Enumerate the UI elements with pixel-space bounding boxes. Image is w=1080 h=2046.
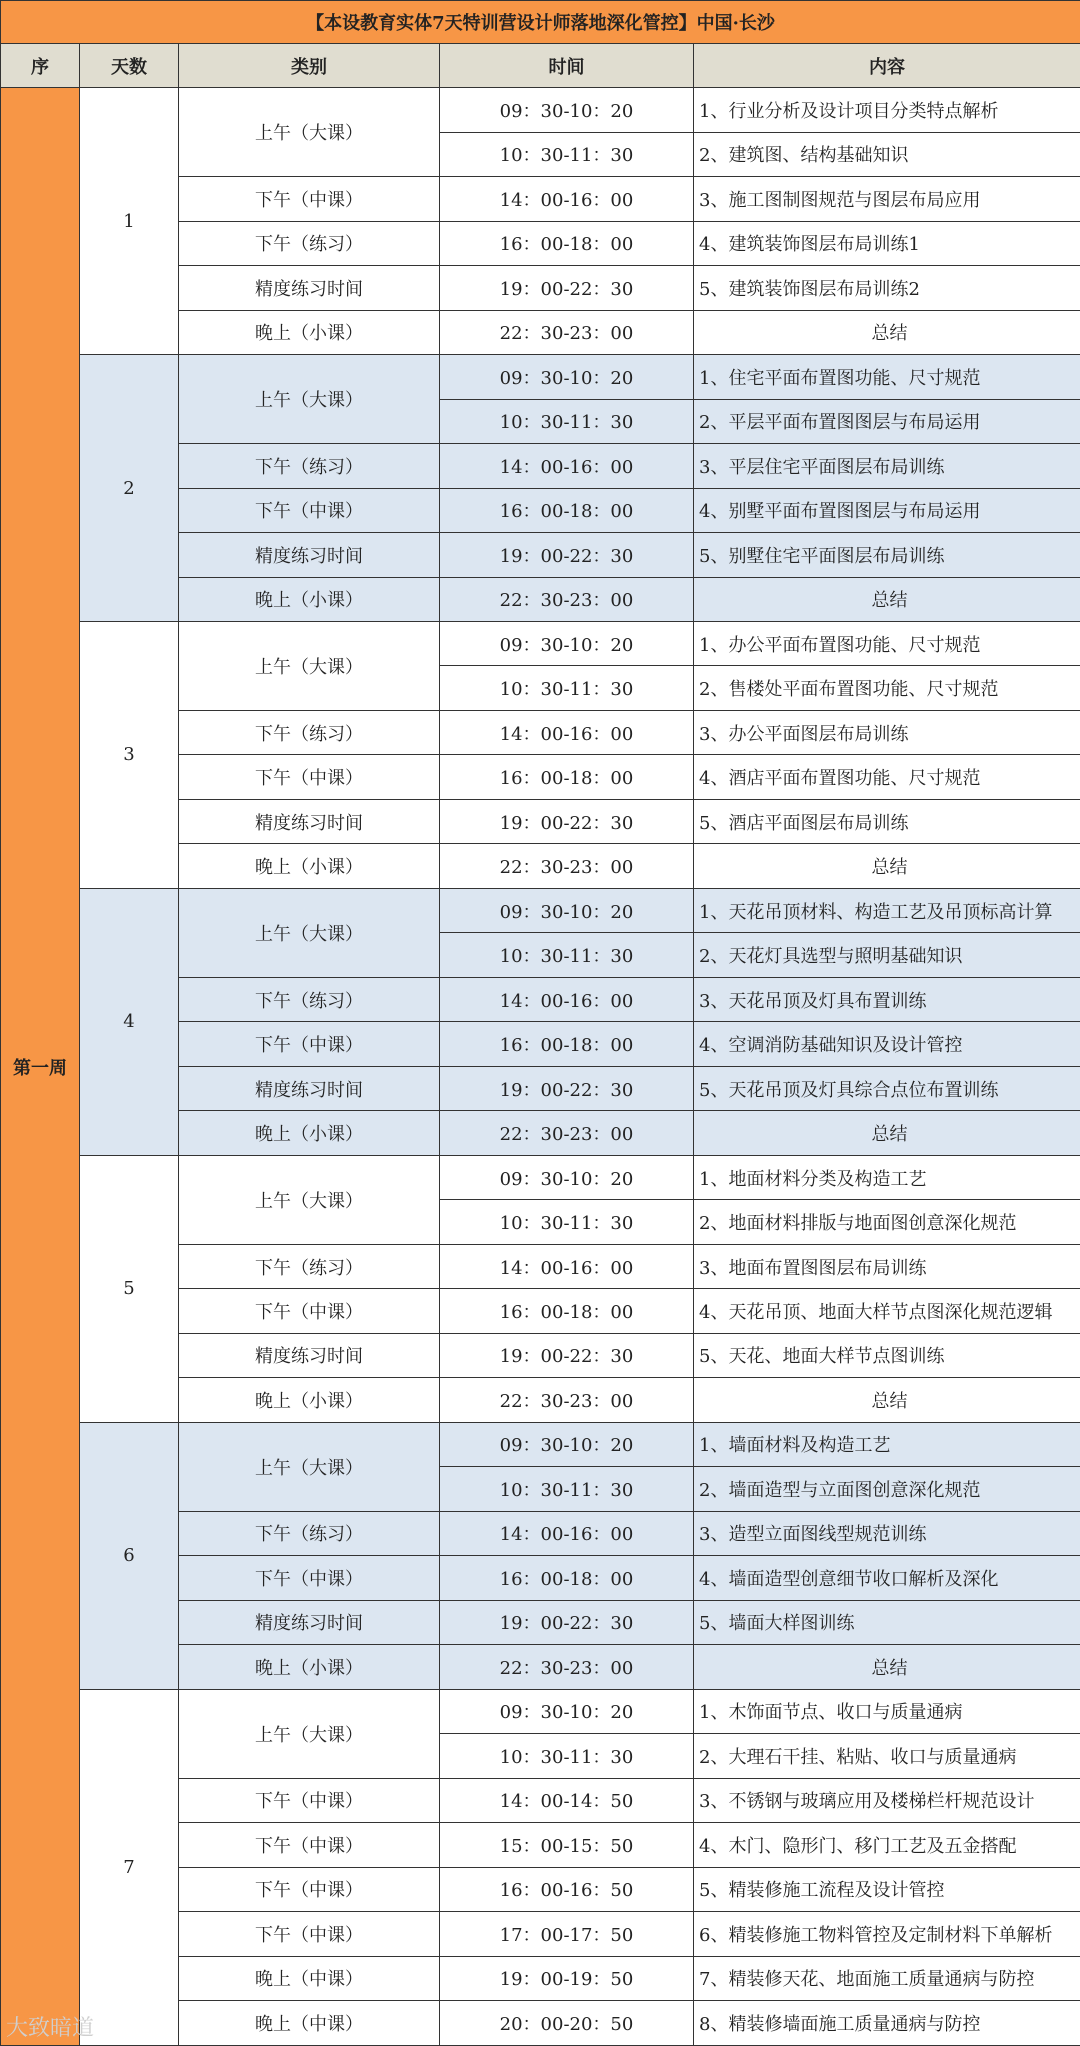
category-cell: 下午（练习） [179, 1244, 440, 1288]
time-cell: 14：00-16：00 [440, 444, 694, 488]
time-cell: 10：30-11：30 [440, 132, 694, 176]
table-row [1, 88, 1080, 132]
summary-cell: 总结 [694, 1645, 1080, 1689]
time-cell: 14：00-16：00 [440, 177, 694, 221]
time-cell: 19：00-22：30 [440, 1600, 694, 1644]
title-row [1, 1, 1080, 44]
category-cell: 精度练习时间 [179, 1333, 440, 1377]
time-cell: 16：00-18：00 [440, 1289, 694, 1333]
category-cell: 下午（中课） [179, 177, 440, 221]
category-cell: 精度练习时间 [179, 266, 440, 310]
content-cell: 2、地面材料排版与地面图创意深化规范 [694, 1200, 1080, 1244]
time-cell: 22：30-23：00 [440, 844, 694, 888]
content-cell: 4、墙面造型创意细节收口解析及深化 [694, 1556, 1080, 1600]
day-number: 7 [80, 1689, 179, 2045]
time-cell: 22：30-23：00 [440, 1111, 694, 1155]
header-content: 内容 [694, 44, 1080, 88]
table-title: 【本设教育实体7天特训营设计师落地深化管控】中国·长沙 [1, 1, 1080, 44]
content-cell: 3、办公平面图层布局训练 [694, 710, 1080, 754]
category-cell: 下午（练习） [179, 710, 440, 754]
time-cell: 09：30-10：20 [440, 355, 694, 399]
category-cell: 上午（大课） [179, 1689, 440, 1778]
category-cell: 晚上（小课） [179, 1111, 440, 1155]
content-cell: 5、建筑装饰图层布局训练2 [694, 266, 1080, 310]
content-cell: 3、不锈钢与玻璃应用及楼梯栏杆规范设计 [694, 1778, 1080, 1822]
category-cell: 下午（中课） [179, 1823, 440, 1867]
day-number: 1 [80, 88, 179, 355]
time-cell: 14：00-16：00 [440, 710, 694, 754]
time-cell: 09：30-10：20 [440, 1422, 694, 1466]
category-cell: 下午（练习） [179, 1511, 440, 1555]
time-cell: 20：00-20：50 [440, 2001, 694, 2046]
time-cell: 22：30-23：00 [440, 1645, 694, 1689]
content-cell: 4、木门、隐形门、移门工艺及五金搭配 [694, 1823, 1080, 1867]
time-cell: 10：30-11：30 [440, 1734, 694, 1778]
category-cell: 晚上（小课） [179, 577, 440, 621]
content-cell: 5、天花、地面大样节点图训练 [694, 1333, 1080, 1377]
time-cell: 22：30-23：00 [440, 310, 694, 354]
time-cell: 14：00-16：00 [440, 977, 694, 1021]
time-cell: 19：00-19：50 [440, 1956, 694, 2000]
time-cell: 19：00-22：30 [440, 799, 694, 843]
category-cell: 下午（中课） [179, 1778, 440, 1822]
category-cell: 下午（中课） [179, 1022, 440, 1066]
table-row [1, 1155, 1080, 1199]
content-cell: 1、住宅平面布置图功能、尺寸规范 [694, 355, 1080, 399]
category-cell: 晚上（小课） [179, 1378, 440, 1422]
week-label: 第一周 [1, 88, 80, 2046]
time-cell: 16：00-16：50 [440, 1867, 694, 1911]
summary-cell: 总结 [694, 1111, 1080, 1155]
category-cell: 下午（练习） [179, 221, 440, 265]
category-cell: 下午（中课） [179, 1867, 440, 1911]
content-cell: 2、售楼处平面布置图功能、尺寸规范 [694, 666, 1080, 710]
content-cell: 6、精装修施工物料管控及定制材料下单解析 [694, 1912, 1080, 1956]
day-number: 6 [80, 1422, 179, 1689]
summary-cell: 总结 [694, 577, 1080, 621]
content-cell: 4、空调消防基础知识及设计管控 [694, 1022, 1080, 1066]
content-cell: 3、造型立面图线型规范训练 [694, 1511, 1080, 1555]
table-row [1, 622, 1080, 666]
category-cell: 下午（中课） [179, 1912, 440, 1956]
time-cell: 22：30-23：00 [440, 577, 694, 621]
time-cell: 09：30-10：20 [440, 888, 694, 932]
time-cell: 10：30-11：30 [440, 933, 694, 977]
time-cell: 09：30-10：20 [440, 1155, 694, 1199]
content-cell: 2、大理石干挂、粘贴、收口与质量通病 [694, 1734, 1080, 1778]
category-cell: 上午（大课） [179, 888, 440, 977]
category-cell: 上午（大课） [179, 622, 440, 711]
content-cell: 5、天花吊顶及灯具综合点位布置训练 [694, 1066, 1080, 1110]
time-cell: 09：30-10：20 [440, 88, 694, 132]
summary-cell: 总结 [694, 844, 1080, 888]
day-number: 4 [80, 888, 179, 1155]
category-cell: 精度练习时间 [179, 1066, 440, 1110]
content-cell: 5、酒店平面图层布局训练 [694, 799, 1080, 843]
category-cell: 下午（中课） [179, 488, 440, 532]
content-cell: 2、天花灯具选型与照明基础知识 [694, 933, 1080, 977]
time-cell: 10：30-11：30 [440, 1467, 694, 1511]
category-cell: 下午（中课） [179, 1289, 440, 1333]
category-cell: 下午（练习） [179, 444, 440, 488]
category-cell: 晚上（中课） [179, 2001, 440, 2046]
header-category: 类别 [179, 44, 440, 88]
schedule-body [1, 1, 1080, 2046]
table-row [1, 355, 1080, 399]
table-row [1, 888, 1080, 932]
category-cell: 下午（中课） [179, 1556, 440, 1600]
content-cell: 4、别墅平面布置图图层与布局运用 [694, 488, 1080, 532]
content-cell: 5、别墅住宅平面图层布局训练 [694, 533, 1080, 577]
category-cell: 上午（大课） [179, 355, 440, 444]
category-cell: 晚上（小课） [179, 844, 440, 888]
time-cell: 09：30-10：20 [440, 1689, 694, 1733]
content-cell: 1、天花吊顶材料、构造工艺及吊顶标高计算 [694, 888, 1080, 932]
time-cell: 10：30-11：30 [440, 666, 694, 710]
content-cell: 1、办公平面布置图功能、尺寸规范 [694, 622, 1080, 666]
content-cell: 1、地面材料分类及构造工艺 [694, 1155, 1080, 1199]
time-cell: 15：00-15：50 [440, 1823, 694, 1867]
content-cell: 8、精装修墙面施工质量通病与防控 [694, 2001, 1080, 2046]
category-cell: 晚上（中课） [179, 1956, 440, 2000]
time-cell: 19：00-22：30 [440, 1333, 694, 1377]
time-cell: 19：00-22：30 [440, 533, 694, 577]
category-cell: 下午（练习） [179, 977, 440, 1021]
time-cell: 16：00-18：00 [440, 488, 694, 532]
content-cell: 4、天花吊顶、地面大样节点图深化规范逻辑 [694, 1289, 1080, 1333]
category-cell: 晚上（小课） [179, 310, 440, 354]
category-cell: 上午（大课） [179, 1155, 440, 1244]
time-cell: 16：00-18：00 [440, 221, 694, 265]
watermark: 大致暗道 [6, 2016, 95, 2041]
category-cell: 晚上（小课） [179, 1645, 440, 1689]
time-cell: 17：00-17：50 [440, 1912, 694, 1956]
content-cell: 5、墙面大样图训练 [694, 1600, 1080, 1644]
header-seq: 序 [1, 44, 80, 88]
category-cell: 上午（大课） [179, 88, 440, 177]
time-cell: 14：00-16：00 [440, 1244, 694, 1288]
time-cell: 22：30-23：00 [440, 1378, 694, 1422]
day-number: 3 [80, 622, 179, 889]
time-cell: 16：00-18：00 [440, 1022, 694, 1066]
content-cell: 3、平层住宅平面图层布局训练 [694, 444, 1080, 488]
category-cell: 精度练习时间 [179, 533, 440, 577]
category-cell: 精度练习时间 [179, 799, 440, 843]
day-number: 2 [80, 355, 179, 622]
content-cell: 1、行业分析及设计项目分类特点解析 [694, 88, 1080, 132]
day-number: 5 [80, 1155, 179, 1422]
content-cell: 3、施工图制图规范与图层布局应用 [694, 177, 1080, 221]
content-cell: 1、木饰面节点、收口与质量通病 [694, 1689, 1080, 1733]
category-cell: 下午（中课） [179, 755, 440, 799]
content-cell: 3、天花吊顶及灯具布置训练 [694, 977, 1080, 1021]
content-cell: 2、平层平面布置图图层与布局运用 [694, 399, 1080, 443]
time-cell: 10：30-11：30 [440, 399, 694, 443]
time-cell: 09：30-10：20 [440, 622, 694, 666]
header-days: 天数 [80, 44, 179, 88]
time-cell: 14：00-16：00 [440, 1511, 694, 1555]
time-cell: 19：00-22：30 [440, 266, 694, 310]
content-cell: 7、精装修天花、地面施工质量通病与防控 [694, 1956, 1080, 2000]
table-row [1, 1422, 1080, 1466]
category-cell: 精度练习时间 [179, 1600, 440, 1644]
content-cell: 4、建筑装饰图层布局训练1 [694, 221, 1080, 265]
content-cell: 2、墙面造型与立面图创意深化规范 [694, 1467, 1080, 1511]
content-cell: 1、墙面材料及构造工艺 [694, 1422, 1080, 1466]
time-cell: 10：30-11：30 [440, 1200, 694, 1244]
time-cell: 14：00-14：50 [440, 1778, 694, 1822]
content-cell: 4、酒店平面布置图功能、尺寸规范 [694, 755, 1080, 799]
summary-cell: 总结 [694, 310, 1080, 354]
content-cell: 5、精装修施工流程及设计管控 [694, 1867, 1080, 1911]
table-row [1, 1689, 1080, 1733]
content-cell: 2、建筑图、结构基础知识 [694, 132, 1080, 176]
header-row [1, 44, 1080, 88]
content-cell: 3、地面布置图图层布局训练 [694, 1244, 1080, 1288]
time-cell: 16：00-18：00 [440, 1556, 694, 1600]
time-cell: 16：00-18：00 [440, 755, 694, 799]
summary-cell: 总结 [694, 1378, 1080, 1422]
header-time: 时间 [440, 44, 694, 88]
time-cell: 19：00-22：30 [440, 1066, 694, 1110]
category-cell: 上午（大课） [179, 1422, 440, 1511]
